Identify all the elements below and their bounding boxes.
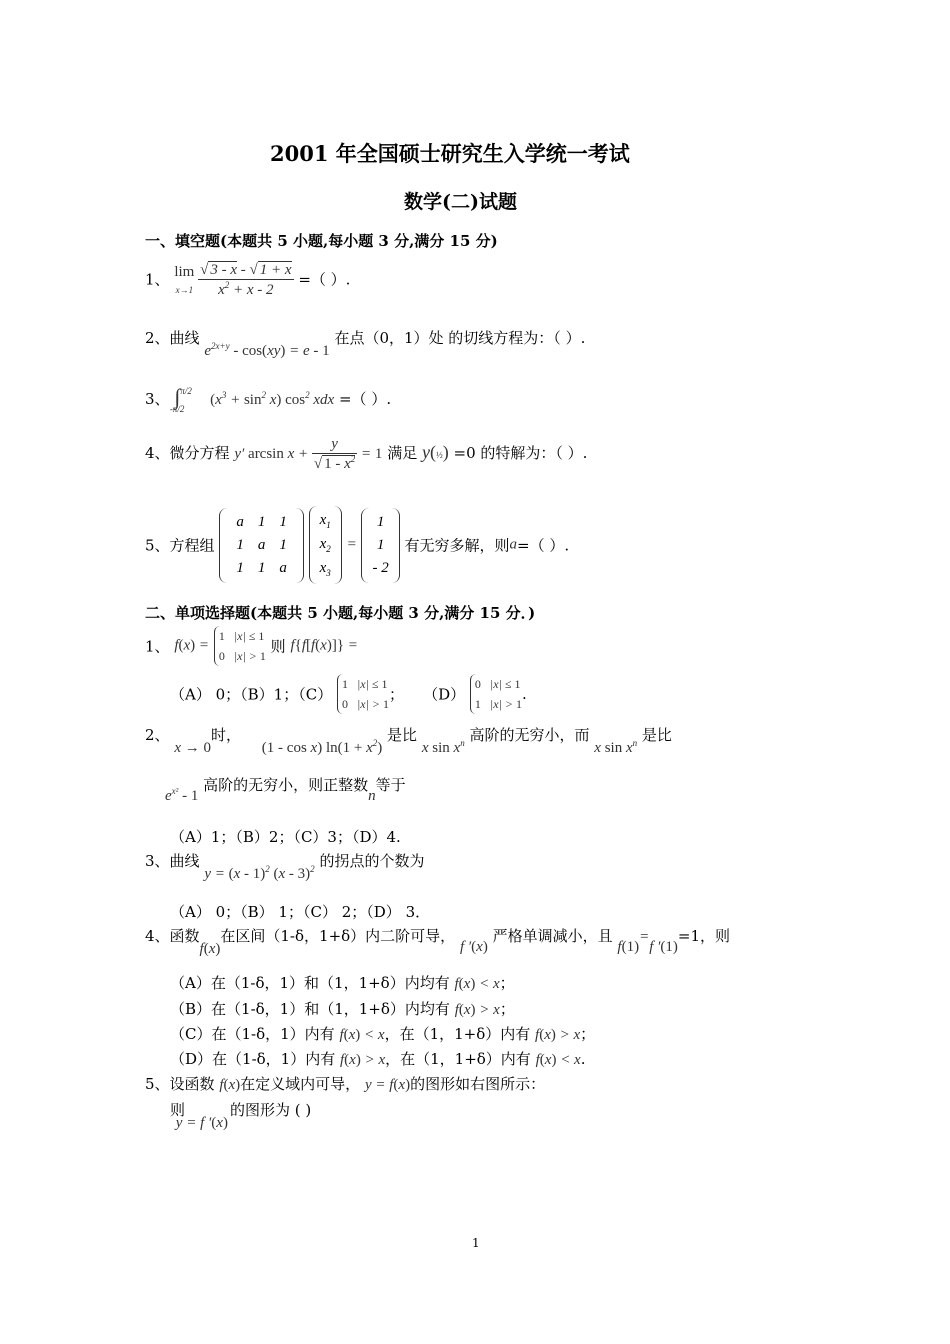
s1-q5-var: a [509,536,518,553]
s2-q2-is-higher: 是比 [387,726,418,744]
s2-q4-optD-text1: （D）在（1-δ，1）内有 [170,1050,336,1068]
s2-q5-line2-post: 的图形为 ( ) [229,1101,312,1119]
s1-q3-num: 3、 [145,390,170,408]
s1-q2-pre: 2、曲线 [145,329,200,347]
s2-q5-line2-pre: 则 [170,1101,186,1119]
s2-q4-optC: （C）在（1-δ，1）内有 f(x) < x，在（1，1+δ）内有 f(x) > x； [170,1025,596,1043]
s2-q3-options: （A） 0；（B） 1；（C） 2；（D） 3． [170,903,431,921]
s2-q1-piecewise: 1 |x| ≤ 1 0 |x| > 1 [214,626,266,666]
s2-q4-optC-ineq1: f(x) < x [339,1027,385,1043]
s2-q2-is-than: 是比 [641,726,672,744]
s1-q3 [145,384,392,414]
s1-q4-pre: 4、微分方程 [145,443,230,462]
s2-q2-num: 2、 [145,726,170,744]
s2-q4 [145,925,731,957]
s2-q4-optB: （B）在（1-δ，1）和（1，1+δ）内均有 f(x) > x； [170,1000,515,1018]
s1-q4-cond: y(½) [421,441,449,462]
s2-q5-fx: f(x) [219,1077,241,1093]
s2-q1-num: 1、 [145,637,170,656]
s2-q2-options: （A）1；（B）2；（C）3；（D）4. [170,828,401,846]
s1-q1-num: 1、 [145,270,170,289]
s2-q1-options: （A） 0；（B）1；（C） 1 |x| ≤ 1 0 |x| > 1； （D） 0 |x| ≤ 1 1 |x| > 1. [170,674,527,714]
s2-q4-optA-ineq: f(x) < x [454,976,500,992]
s2-q2-line2 [165,774,406,804]
s2-q4-pre: 4、函数 [145,927,200,945]
s1-q4-post: =0 的特解为：（ ）. [453,443,588,462]
s1-q4-mid: 满足 [387,443,418,462]
s2-q4-mid: 在区间（1-δ，1+δ）内二阶可导， [220,927,456,945]
s2-q1-composite: f{f[f(x)]} = [290,637,358,654]
s1-q5-matrix-x: $x_1$ $x_2$ $x_3$ [309,506,342,584]
s1-q2-post: 在点（0，1）处 的切线方程为：（ ）. [334,329,586,347]
s2-q4-optB-ineq: f(x) > x [454,1002,500,1018]
page-title: 2001 年全国硕士研究生入学统一考试 [270,141,630,166]
s2-q1-opts-abc: （A） 0；（B）1；（C） [170,685,333,704]
s2-q1-optC: 1 |x| ≤ 1 0 |x| > 1 [337,674,389,714]
page-subtitle: 数学(二)试题 [404,191,517,213]
s2-q5-line2 [170,1099,312,1131]
s2-q2-limit: x → 0 [174,740,211,756]
s2-q2-n: n [368,788,376,804]
s2-q3-formula: y = (x - 1)$^2$ (x - 3)$^2$ [204,864,315,882]
s2-q3-post: 的拐点的个数为 [319,852,425,870]
s2-q5-yfx: y = f(x) [364,1077,411,1093]
s2-q4-optA: （A）在（1-δ，1）和（1，1+δ）内均有 f(x) < x； [170,974,515,992]
s2-q4-optD-ineq2: f(x) < x [535,1052,581,1068]
s1-q5-matrix-b: 1 1 - 2 [361,508,399,583]
s2-q2-line2-text: 高阶的无穷小，则正整数 [203,776,369,794]
section2-heading: 二、单项选择题(本题共 5 小题,每小题 3 分,满分 15 分．) [145,604,536,622]
s2-q5-post: 的图形如右图所示： [410,1075,546,1093]
s2-q4-optD: （D）在（1-δ，1）内有 f(x) > x，在（1，1+δ）内有 f(x) < x. [170,1050,586,1068]
s1-q5-post: 有无穷多解，则 [404,536,510,555]
s2-q5-mid: 在定义域内可导， [240,1075,361,1093]
s1-q1-answer: =（ ）. [298,270,351,289]
s1-q3-answer: =（ ）. [338,390,392,408]
s1-q2 [145,327,586,359]
s1-q3-formula: ∫$^{\pi/2}_{-\pi/2}$ $(x^3 + \sin^2 x)$ $\cos^2$ xdx [169,384,335,414]
s2-q4-post: =1，则 [677,927,731,945]
s1-q1-formula: lim x→1 $\frac{√ 3 - x - √ 1 + x}{x^2 + x - 2}$ [174,262,292,298]
s2-q1-optD: 0 |x| ≤ 1 1 |x| > 1 [470,674,522,714]
s2-q2-when: 时， [211,726,242,744]
s2-q2-expr4: $e^{x^2} - 1$ [165,786,199,804]
s1-q4-formula: y′ arcsin x + $\frac{y}{√ 1 - x^2}$ = 1 [234,436,383,472]
section1-heading: 一、填空题(本题共 5 小题,每小题 3 分,满分 15 分) [145,232,498,250]
s2-q1-then: 则 [270,637,286,656]
s1-q5-equals: = [346,536,357,553]
s2-q2-mid: 高阶的无穷小，而 [469,726,590,744]
s2-q4-fpx: f ′(x) [459,939,488,955]
s2-q4-optC-text2: ，在（1，1+δ）内有 [384,1025,531,1043]
s2-q2-expr2: x $\sin x^n$ [421,738,465,756]
s1-q5-pre: 5、方程组 [145,536,215,555]
s2-q4-optD-text2: ，在（1，1+δ）内有 [385,1050,531,1068]
s1-q5-matrix-a: a 1 1 1 a 1 1 1 a [219,508,304,583]
s2-q4-cond: f(1) [617,939,640,955]
s2-q4-cond2: f ′(1) [649,939,678,955]
s2-q1 [145,626,358,666]
s2-q4-mid2: 严格单调减小，且 [492,927,613,945]
s2-q4-optA-text: （A）在（1-δ，1）和（1，1+δ）内均有 [170,974,450,992]
s2-q4-optC-text1: （C）在（1-δ，1）内有 [170,1025,335,1043]
s2-q2 [145,724,672,756]
s1-q4 [145,436,587,473]
s2-q5 [145,1073,545,1094]
s2-q1-func: f(x) = [174,637,210,654]
s2-q3 [145,850,425,882]
s1-q5 [145,506,569,584]
s2-q5-yfpx: y = f ′(x) [175,1115,228,1131]
s2-q4-eq: = [639,929,650,945]
s1-q5-answer: =（ ）. [517,536,570,555]
page-number: 1 [472,1236,480,1250]
s2-q5-pre: 5、设函数 [145,1075,215,1093]
s2-q2-equals: 等于 [375,776,406,794]
s2-q4-optC-ineq2: f(x) > x [535,1027,581,1043]
s2-q4-optB-text: （B）在（1-δ，1）和（1，1+δ）内均有 [170,1000,450,1018]
s1-q1 [145,262,350,299]
s2-q4-fx: f(x) [199,941,221,957]
s2-q1-optD-label: （D） [423,685,466,704]
s1-q2-formula: $e^{2x+y} - \cos(xy) = e - 1$ [204,341,330,359]
s2-q3-pre: 3、曲线 [145,852,200,870]
s2-q4-optD-ineq1: f(x) > x [340,1052,386,1068]
s2-q2-expr1: (1 - cos x) $\ln(1 + x^2)$ [261,738,383,756]
s2-q2-expr3: x $\sin x^n$ [594,738,638,756]
